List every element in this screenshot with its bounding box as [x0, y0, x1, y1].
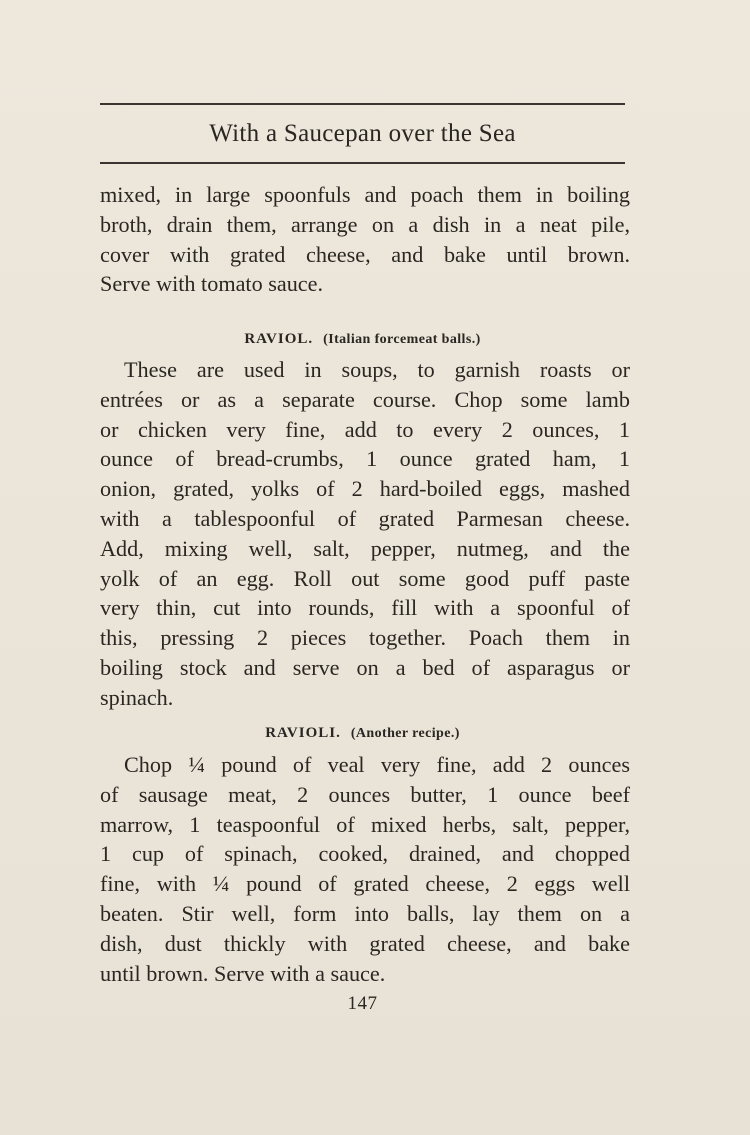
text-line: of sausage meat, 2 ounces butter, 1 ounce beef: [100, 781, 630, 807]
recipe-subtitle: (Another recipe.): [350, 726, 460, 741]
text-line: entrées or as a separate course. Chop some lamb: [100, 386, 630, 412]
text-line: These are used in soups, to garnish roasts or: [124, 357, 630, 382]
text-line: boiling stock and serve on a bed of asparagus or: [100, 654, 630, 680]
page-number: 147: [347, 993, 378, 1014]
text-line: this, pressing 2 pieces together. Poach them in: [100, 625, 630, 651]
text-line: ounce of bread-crumbs, 1 ounce grated ham, 1: [100, 446, 630, 472]
text-line: broth, drain them, arrange on a dish in a neat pile,: [100, 211, 630, 237]
text-line: dish, dust thickly with grated cheese, and bake: [100, 930, 630, 956]
text-line: or chicken very fine, add to every 2 ounces, 1: [100, 416, 630, 442]
text-line: until brown. Serve with a sauce.: [100, 960, 386, 986]
header-rule-top: [100, 103, 625, 105]
text-line: cover with grated cheese, and bake until brown.: [100, 241, 630, 267]
paragraph-raviol: [100, 355, 630, 713]
text-line: mixed, in large spoonfuls and poach them in boiling: [100, 182, 630, 207]
text-line: fine, with ¼ pound of grated cheese, 2 eggs well: [100, 871, 630, 897]
recipe-subtitle: (Italian forcemeat balls.): [323, 332, 481, 347]
text-line: Chop ¼ pound of veal very fine, add 2 ounces: [124, 752, 630, 777]
text-line: 1 cup of spinach, cooked, drained, and chopped: [100, 841, 630, 867]
text-line: very thin, cut into rounds, fill with a spoonful of: [100, 595, 630, 621]
paragraph-ravioli: [100, 750, 630, 988]
recipe-name: RAVIOL.: [244, 331, 314, 347]
paragraph-continuation: [100, 180, 630, 299]
text-line: beaten. Stir well, form into balls, lay them on a: [100, 900, 630, 926]
text-line: Serve with tomato sauce.: [100, 271, 324, 297]
text-line: marrow, 1 teaspoonful of mixed herbs, salt, pepper,: [100, 811, 630, 837]
header-rule-bottom: [100, 162, 625, 164]
recipe-heading-ravioli: [100, 723, 625, 744]
text-line: with a tablespoonful of grated Parmesan cheese.: [100, 505, 630, 531]
running-head: With a Saucepan over the Sea: [209, 120, 516, 147]
text-line: yolk of an egg. Roll out some good puff paste: [100, 565, 630, 591]
recipe-heading-raviol: [100, 329, 625, 350]
recipe-name: RAVIOLI.: [265, 725, 341, 741]
text-line: onion, grated, yolks of 2 hard-boiled eggs, mashed: [100, 476, 630, 502]
text-line: spinach.: [100, 684, 174, 710]
text-line: Add, mixing well, salt, pepper, nutmeg, and the: [100, 535, 630, 561]
